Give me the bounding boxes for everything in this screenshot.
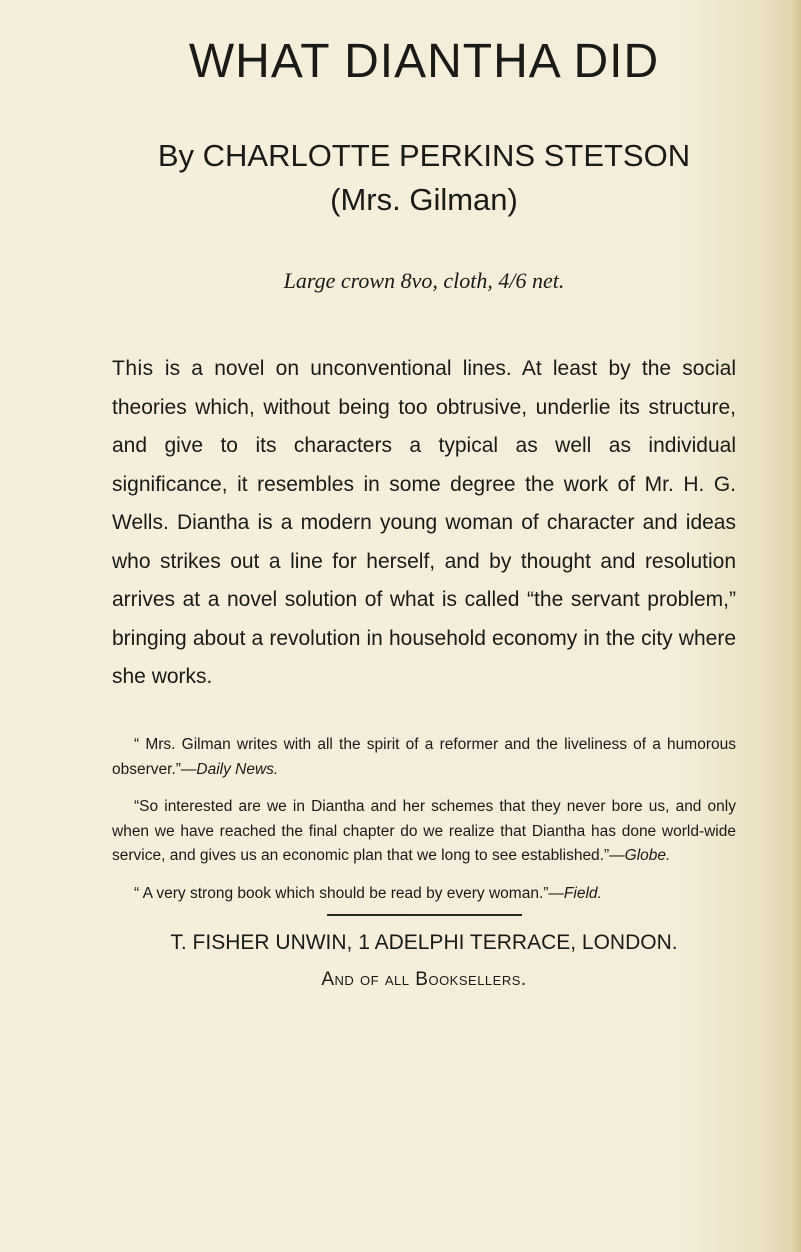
review-quote (112, 882, 736, 907)
publisher-line: T. FISHER UNWIN, 1 ADELPHI TERRACE, LONDON. (170, 931, 678, 954)
format-price-line: Large crown 8vo, cloth, 4/6 net. (283, 268, 565, 293)
book-title: WHAT DIANTHA DID (188, 35, 660, 88)
description-text: is a novel on unconventional lines. At least by the social theories which, without being too obtrusive, underlie its structure, and give to its characters a typical as well as individual significance, it resembles in some degree the work of Mr. H. G. Wells. Diantha is a modern young woman of character and ideas who strikes out a line for herself, and by thought and resolution arrives at a novel solution of what is called “the servant problem,” bringing about a revolution in household economy in the city where she works. (112, 357, 736, 688)
review-text: “So interested are we in Diantha and her schemes that they never bore us, and only when we have reached the final chapter do we realize that Diantha has done world-wide service, and gives us an economic plan that we long to see established.”— (112, 798, 736, 864)
booksellers-line: And of all Booksellers. (321, 969, 527, 990)
review-quote (112, 795, 736, 869)
author-line: By CHARLOTTE PERKINS STETSON (157, 138, 691, 173)
description-lead-word: This (112, 357, 154, 380)
author-alt-name: (Mrs. Gilman) (330, 182, 518, 217)
review-quote (112, 733, 736, 782)
reviews-section (112, 733, 736, 919)
review-text: “ Mrs. Gilman writes with all the spirit of a reformer and the liveliness of a humorous observer.”— (112, 736, 736, 778)
review-text: “ A very strong book which should be read by every woman.”— (134, 884, 564, 902)
page-edge (789, 0, 801, 1252)
review-source: Daily News. (196, 760, 279, 778)
description-paragraph (112, 350, 736, 697)
divider-rule (327, 914, 522, 916)
review-source: Field. (563, 884, 602, 902)
review-source: Globe. (624, 847, 671, 864)
